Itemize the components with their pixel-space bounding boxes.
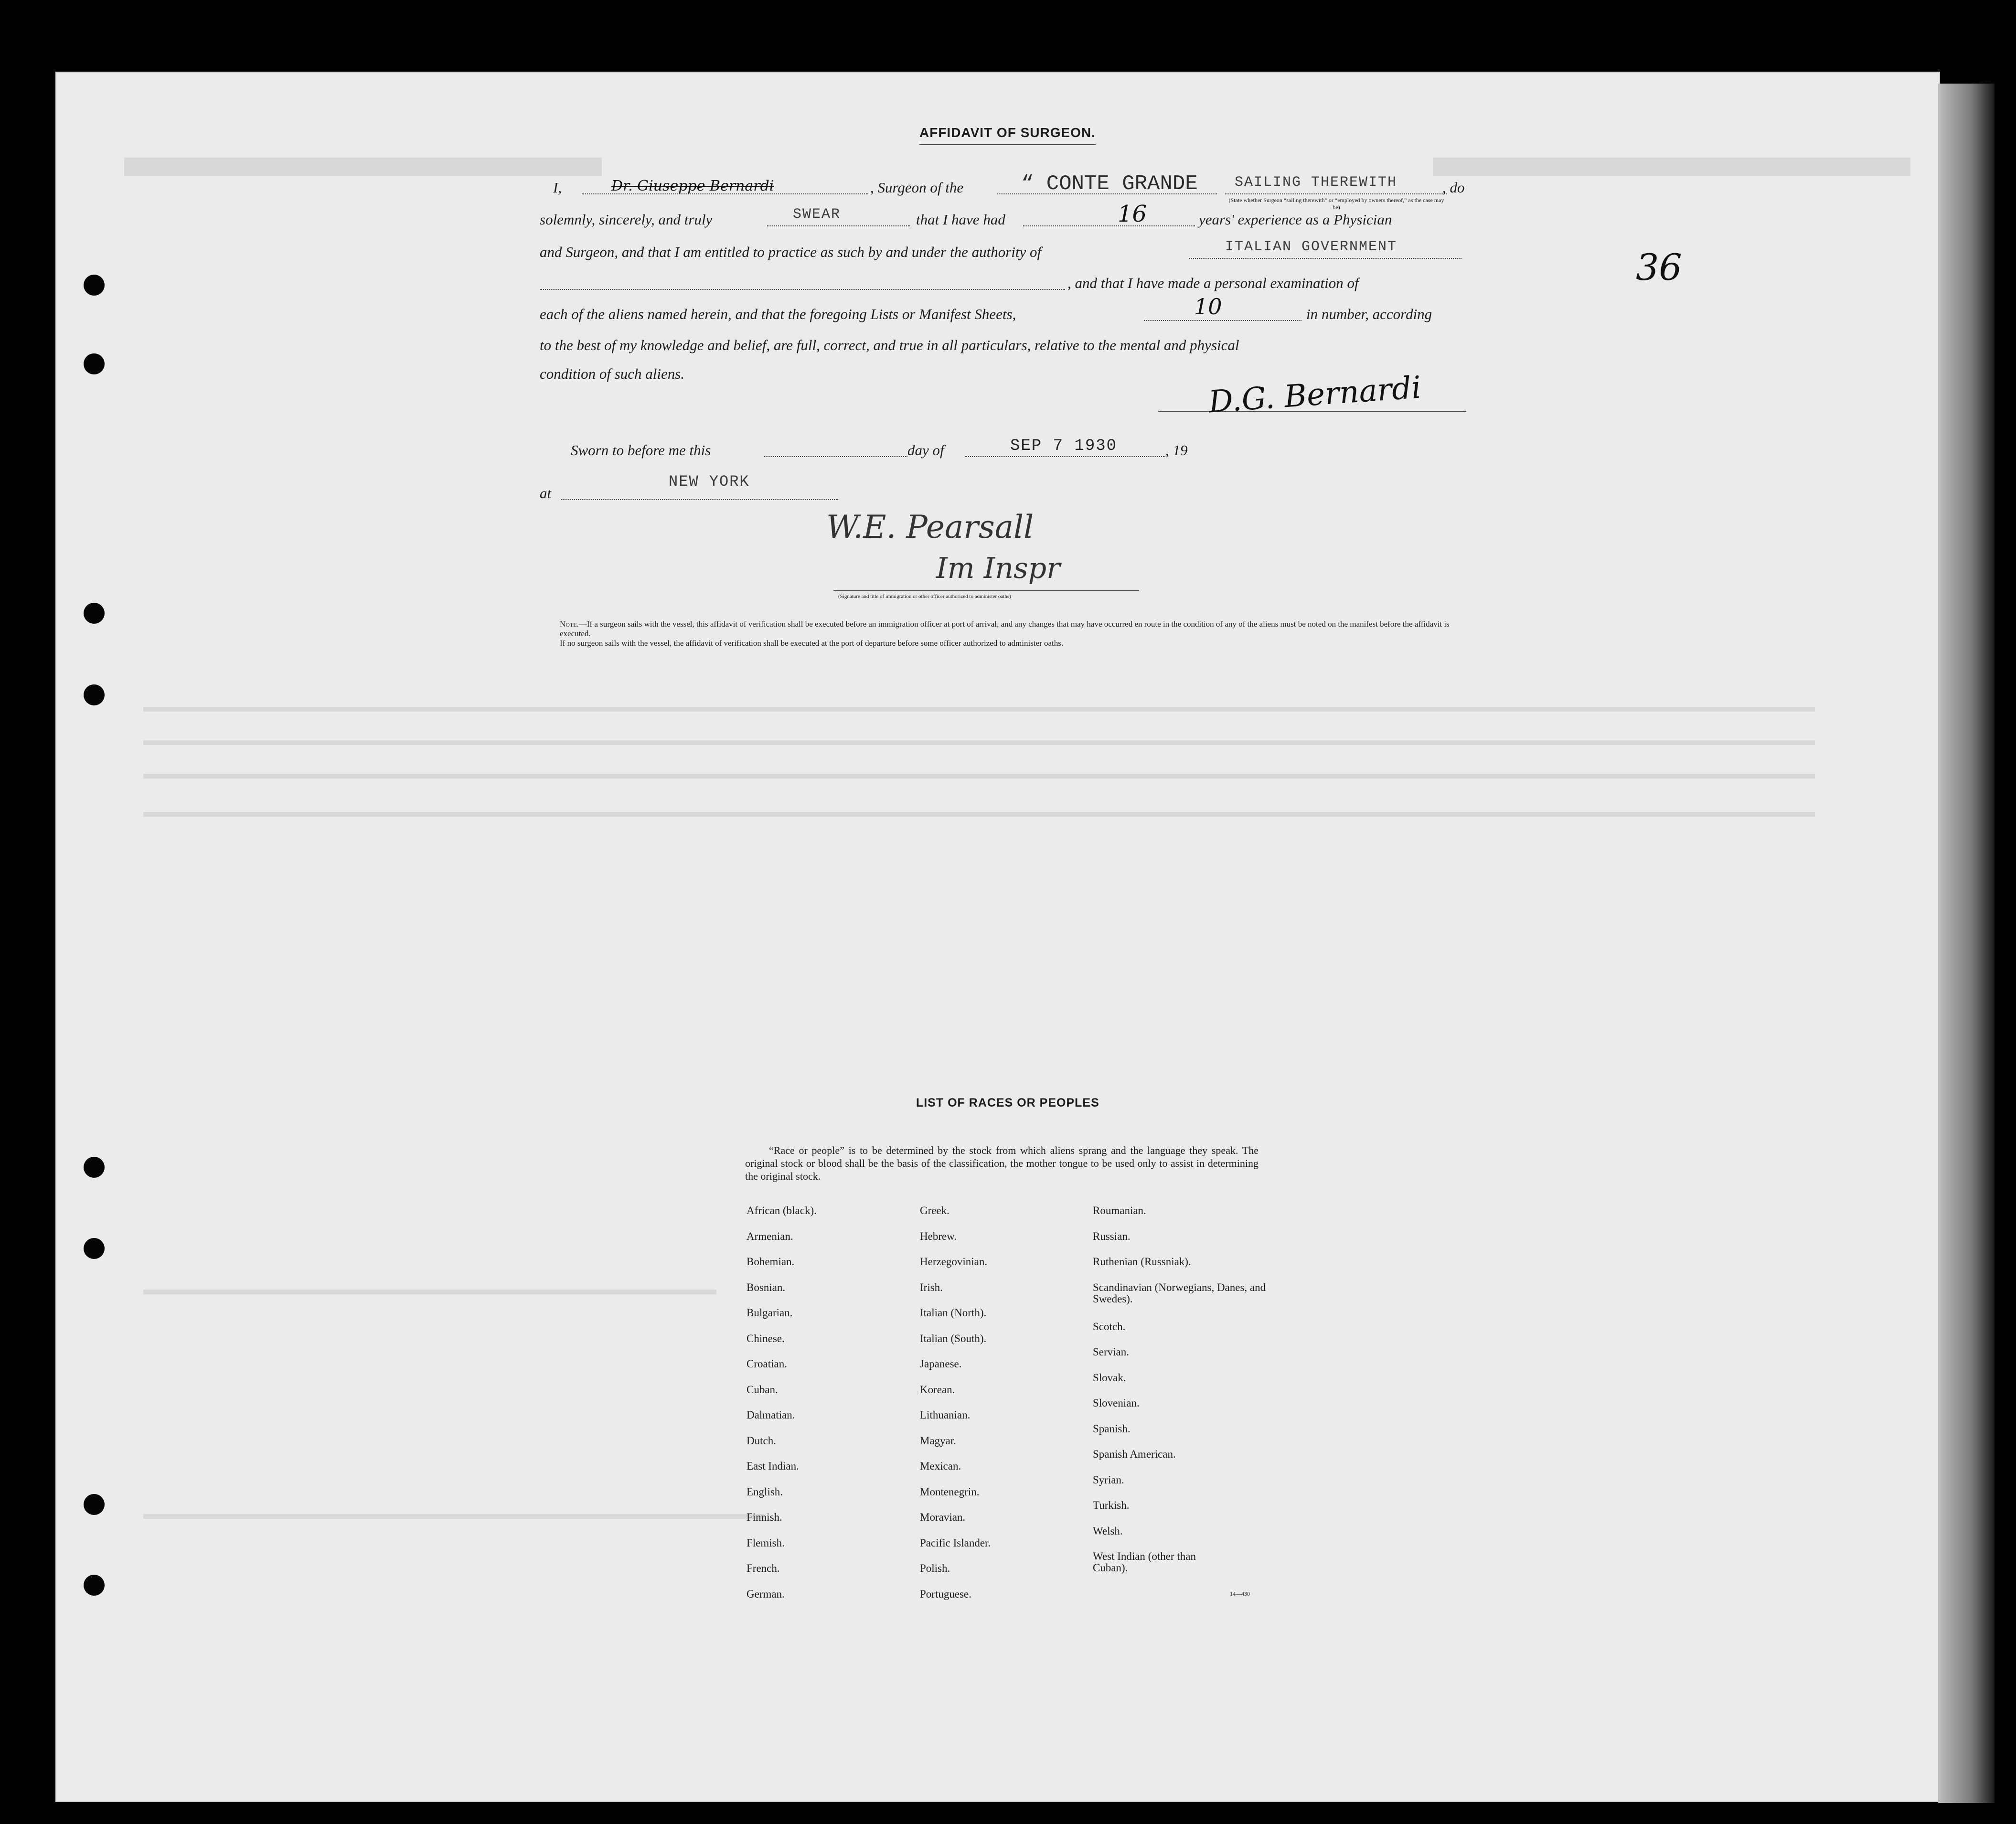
surgeon-signature: D.G. Bernardi	[1207, 370, 1422, 420]
in-number-label: in number, according	[1306, 306, 1432, 322]
bleed-through-row	[143, 1514, 764, 1519]
sworn-day-blank	[764, 456, 907, 457]
page-edge	[1938, 84, 1995, 1803]
years-experience-label: years' experience as a Physician	[1199, 211, 1392, 228]
officer-title: Im Inspr	[936, 552, 1060, 585]
race-item: Scotch.	[1093, 1320, 1126, 1333]
race-item: Bohemian.	[747, 1256, 795, 1268]
race-item: Cuban.	[747, 1383, 778, 1396]
note-label: Note.	[560, 619, 579, 629]
officer-signature: W.E. Pearsall	[826, 509, 1034, 545]
oath-blank	[767, 225, 910, 226]
binder-hole	[84, 684, 105, 705]
sailing-blank	[1225, 193, 1447, 194]
place-value: NEW YORK	[669, 473, 750, 491]
race-item: Portuguese.	[920, 1588, 971, 1600]
race-item: Chinese.	[747, 1332, 785, 1344]
day-of-label: day of	[907, 442, 944, 459]
race-item: Syrian.	[1093, 1473, 1124, 1486]
that-i-have-had-label: that I have had	[916, 211, 1005, 228]
do-label: , do	[1442, 179, 1465, 196]
affidavit-line1-prefix: I,	[553, 179, 562, 196]
binder-hole	[84, 603, 105, 624]
bleed-through-heading-right	[1433, 158, 1910, 176]
affidavit-line6: to the best of my knowledge and belief, are full, correct, and true in all particulars, relative to the mental and physical	[540, 337, 1239, 353]
note-text-1: —If a surgeon sails with the vessel, this affidavit of verification shall be executed before an immigration officer at port of arrival, and any changes that may have occurred en route in the condition of any of the aliens must be noted on the manifest before the affidavit is executed.	[560, 619, 1450, 638]
officer-signature-line	[833, 590, 1139, 591]
year-prefix: , 19	[1165, 442, 1188, 459]
race-item: Spanish American.	[1093, 1448, 1176, 1460]
race-item: Finnish.	[747, 1511, 782, 1523]
binder-hole	[84, 353, 105, 374]
races-column-1	[747, 1205, 817, 1614]
signature-caption: (Signature and title of immigration or other officer authorized to administer oaths)	[838, 594, 1011, 599]
race-item: Croatian.	[747, 1358, 787, 1370]
note-paragraph-1	[560, 619, 1470, 639]
authority-blank	[1189, 258, 1461, 259]
sailing-note: (State whether Surgeon “sailing therewith” or “employed by owners thereof,” as the case may be)	[1228, 197, 1444, 211]
affidavit-line3-prefix: and Surgeon, and that I am entitled to practice as such by and under the authority of	[540, 244, 1042, 260]
years-value: 16	[1118, 201, 1147, 227]
races-column-3	[1093, 1205, 1274, 1577]
race-item: Bulgarian.	[747, 1307, 793, 1319]
race-item: Servian.	[1093, 1346, 1130, 1358]
race-item: Flemish.	[747, 1536, 785, 1549]
race-item: Ruthenian (Russniak).	[1093, 1256, 1191, 1268]
affidavit-line7: condition of such aliens.	[540, 365, 685, 382]
bleed-through-row	[143, 774, 1815, 779]
bleed-through-row	[143, 740, 1815, 745]
race-item: Magyar.	[920, 1434, 957, 1447]
binder-hole	[84, 1238, 105, 1259]
race-item: Greek.	[920, 1205, 949, 1216]
affidavit-line2-prefix: solemnly, sincerely, and truly	[540, 211, 713, 228]
note-text-2: If no surgeon sails with the vessel, the affidavit of verification shall be executed at the port of departure before some officer authorized to administer oaths.	[560, 639, 1064, 648]
race-item: Japanese.	[920, 1358, 962, 1370]
race-item: Welsh.	[1093, 1525, 1123, 1537]
race-item: Russian.	[1093, 1230, 1131, 1242]
place-blank	[561, 499, 838, 500]
races-title: LIST OF RACES OR PEOPLES	[916, 1096, 1099, 1109]
race-item: Herzegovinian.	[920, 1256, 988, 1268]
race-item: West Indian (other than Cuban).	[1093, 1550, 1196, 1574]
at-label: at	[540, 485, 552, 501]
sheets-value: 10	[1194, 294, 1222, 320]
authority-value: ITALIAN GOVERNMENT	[1225, 239, 1397, 255]
race-item: Bosnian.	[747, 1281, 786, 1293]
bleed-through-heading	[124, 158, 602, 176]
race-item: Montenegrin.	[920, 1485, 980, 1498]
race-item: Spanish.	[1093, 1422, 1131, 1435]
sailing-status: SAILING THEREWITH	[1235, 174, 1397, 191]
date-stamp: SEP 7 1930	[1010, 437, 1118, 455]
vessel-name: “ CONTE GRANDE	[1021, 172, 1198, 196]
race-item: Armenian.	[747, 1230, 793, 1242]
race-item: German.	[747, 1588, 785, 1600]
surgeon-of-label: , Surgeon of the	[870, 179, 964, 196]
race-item: French.	[747, 1562, 780, 1574]
race-item: Dutch.	[747, 1434, 776, 1447]
race-item: Pacific Islander.	[920, 1536, 991, 1549]
authority-continuation-blank	[540, 289, 1065, 290]
affidavit-line4: , and that I have made a personal examination of	[1067, 275, 1359, 291]
race-item: English.	[747, 1485, 783, 1498]
race-item: East Indian.	[747, 1460, 799, 1472]
form-number: 14—430	[1230, 1590, 1250, 1597]
sworn-label: Sworn to before me this	[571, 442, 711, 459]
race-item: Italian (North).	[920, 1307, 987, 1319]
bleed-through-row	[143, 1290, 716, 1294]
race-item: Polish.	[920, 1562, 950, 1574]
binder-hole	[84, 1157, 105, 1178]
page-number: 36	[1636, 246, 1682, 288]
bleed-through-row	[143, 812, 1815, 817]
bleed-through-row	[143, 707, 1815, 712]
binder-hole	[84, 1494, 105, 1515]
races-intro: “Race or people” is to be determined by the stock from which aliens sprang and the language they speak. The original stock or blood shall be the basis of the classification, the mother tongue to be used only to assist in determining the original stock.	[745, 1144, 1259, 1182]
race-item: Moravian.	[920, 1511, 966, 1523]
surgeon-name: Dr. Giuseppe Bernardi	[611, 178, 774, 194]
sheets-blank	[1144, 320, 1301, 321]
race-item: Lithuanian.	[920, 1409, 971, 1421]
race-item: Roumanian.	[1093, 1205, 1146, 1216]
date-blank	[965, 456, 1165, 457]
race-item: Dalmatian.	[747, 1409, 795, 1421]
race-item: African (black).	[747, 1205, 817, 1216]
oath-type: SWEAR	[793, 206, 841, 223]
race-item: Italian (South).	[920, 1332, 987, 1344]
race-item: Irish.	[920, 1281, 943, 1293]
affidavit-line5-prefix: each of the aliens named herein, and that the foregoing Lists or Manifest Sheets,	[540, 306, 1016, 322]
affidavit-title: AFFIDAVIT OF SURGEON.	[919, 125, 1096, 145]
binder-hole	[84, 1575, 105, 1596]
races-column-2	[920, 1205, 991, 1614]
race-item: Slovak.	[1093, 1371, 1126, 1384]
race-item: Korean.	[920, 1383, 955, 1396]
binder-hole	[84, 275, 105, 296]
race-item: Turkish.	[1093, 1499, 1130, 1511]
race-item: Slovenian.	[1093, 1397, 1140, 1409]
document-sheet	[55, 72, 1940, 1802]
race-item: Scandinavian (Norwegians, Danes, and Swedes).	[1093, 1281, 1266, 1305]
race-item: Mexican.	[920, 1460, 961, 1472]
years-blank	[1023, 225, 1195, 226]
race-item: Hebrew.	[920, 1230, 957, 1242]
